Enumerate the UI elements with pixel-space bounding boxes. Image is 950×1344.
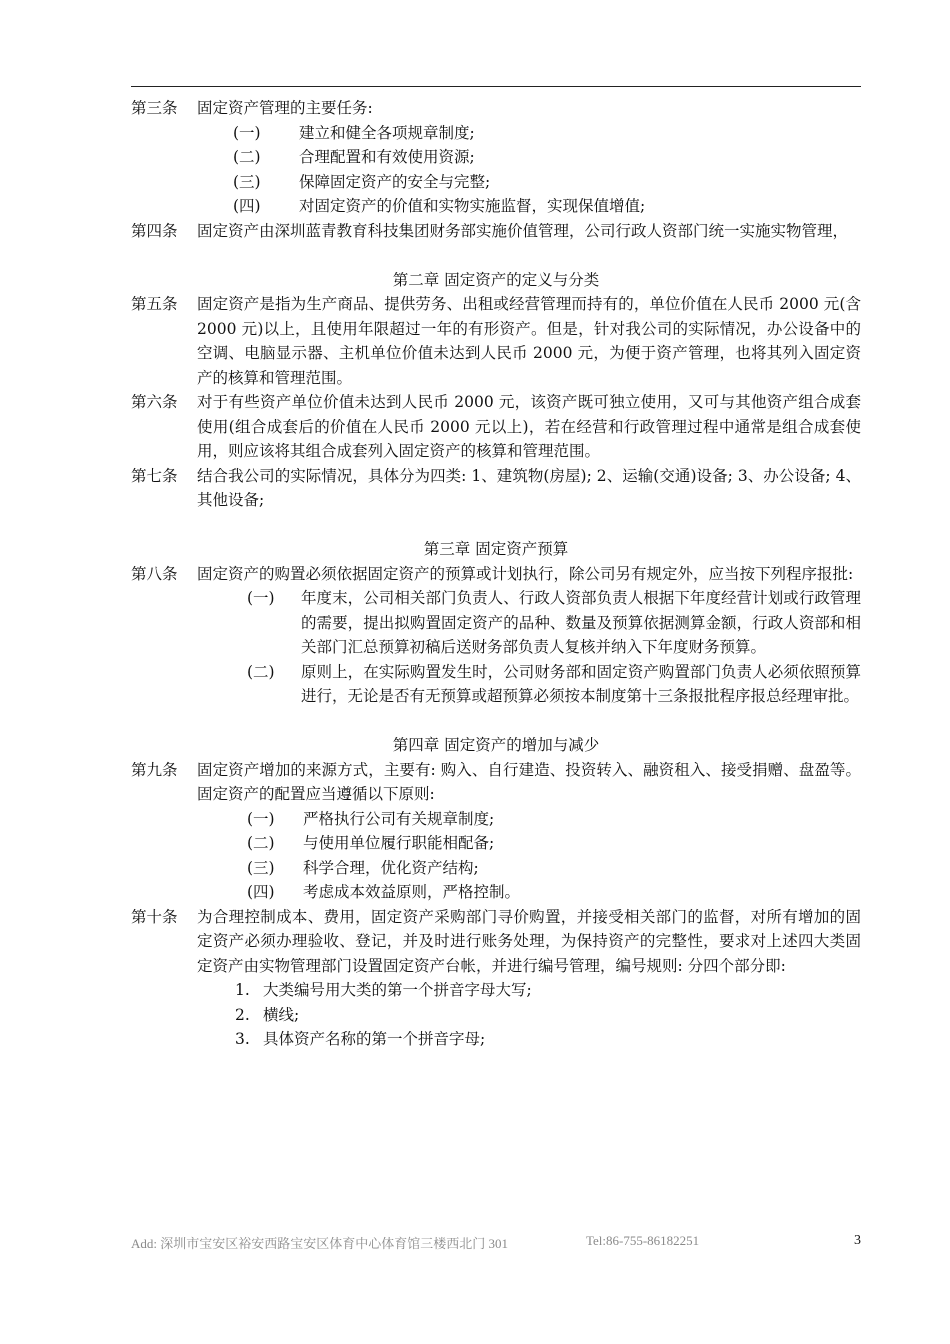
article-label: 第四条 xyxy=(131,221,178,240)
article-9-items xyxy=(131,807,861,905)
list-item xyxy=(247,660,861,709)
item-text: 大类编号用大类的第一个拼音字母大写; xyxy=(263,981,532,999)
article-6 xyxy=(131,390,861,464)
article-label: 第五条 xyxy=(131,295,178,313)
article-8-items xyxy=(131,586,861,709)
article-text: 固定资产增加的来源方式，主要有: 购入、自行建造、投资转入、融资租入、接受捐赠、盘盈等。固定资产的配置应当遵循以下原则: xyxy=(197,760,861,803)
item-text: 原则上，在实际购置发生时，公司财务部和固定资产购置部门负责人必须依照预算进行，无论是否有无预算或超预算必须按本制度第十三条报批程序报总经理审批。 xyxy=(301,662,861,705)
list-item xyxy=(235,1027,861,1052)
item-label: 1. xyxy=(235,981,250,999)
article-4 xyxy=(131,219,861,244)
document-body xyxy=(131,96,861,1052)
item-text: 横线; xyxy=(263,1005,300,1024)
list-item xyxy=(233,121,861,146)
list-item xyxy=(235,978,861,1003)
list-item xyxy=(233,145,861,170)
list-item xyxy=(247,880,861,905)
item-text: 对固定资产的价值和实物实施监督，实现保值增值; xyxy=(299,197,646,215)
article-label: 第十条 xyxy=(131,907,178,926)
chapter-2-title: 第二章 固定资产的定义与分类 xyxy=(392,270,600,289)
article-text: 固定资产的购置必须依据固定资产的预算或计划执行，除公司另有规定外，应当按下列程序报批: xyxy=(197,564,854,583)
article-text: 结合我公司的实际情况，具体分为四类: 1、建筑物(房屋); 2、运输(交通)设备; 3、办公设备; 4、其他设备; xyxy=(197,466,861,509)
chapter-4-title: 第四章 固定资产的增加与减少 xyxy=(392,736,600,754)
article-label: 第七条 xyxy=(131,466,178,485)
item-text: 保障固定资产的安全与完整; xyxy=(299,172,491,191)
item-text: 严格执行公司有关规章制度; xyxy=(303,809,495,828)
item-text: 合理配置和有效使用资源; xyxy=(299,148,475,166)
article-label: 第三条 xyxy=(131,99,178,117)
article-10-items xyxy=(131,978,861,1052)
item-label: (二) xyxy=(247,834,275,852)
article-label: 第六条 xyxy=(131,393,178,411)
item-label: (二) xyxy=(233,148,261,166)
footer-address: Add: 深圳市宝安区裕安西路宝安区体育中心体育馆三楼西北门 301 xyxy=(131,1236,509,1251)
page-number: 3 xyxy=(854,1233,861,1248)
item-text: 考虑成本效益原则，严格控制。 xyxy=(303,883,521,901)
chapter-3-title: 第三章 固定资产预算 xyxy=(423,540,569,558)
article-text: 固定资产管理的主要任务: xyxy=(197,99,373,117)
item-label: (四) xyxy=(233,197,261,215)
article-text: 对于有些资产单位价值未达到人民币 2000 元，该资产既可独立使用，又可与其他资产组合成套使用(组合成套后的价值在人民币 2000 元以上)，若在经营和行政管理过程中通常是组合成套使用，则应该将其组合成套列入固定资产的核算和管理范围。 xyxy=(197,393,861,460)
item-label: 2. xyxy=(235,1005,250,1024)
header-rule xyxy=(131,86,861,87)
item-text: 建立和健全各项规章制度; xyxy=(299,123,475,142)
item-label: 3. xyxy=(235,1030,250,1048)
item-label: (一) xyxy=(233,123,261,142)
list-item xyxy=(233,170,861,195)
item-label: (一) xyxy=(247,809,275,828)
article-text: 为合理控制成本、费用，固定资产采购部门寻价购置，并接受相关部门的监督，对所有增加的固定资产必须办理验收、登记，并及时进行账务处理，为保持资产的完整性，要求对上述四大类固定资产由实物管理部门设置固定资产台帐，并进行编号管理，编号规则: 分四个部分即: xyxy=(197,907,861,975)
item-label: (三) xyxy=(247,858,275,877)
footer-telephone: Tel:86-755-86182251 xyxy=(586,1233,700,1248)
list-item xyxy=(247,831,861,856)
item-label: (一) xyxy=(247,589,275,607)
item-text: 与使用单位履行职能相配备; xyxy=(303,834,495,852)
article-5 xyxy=(131,292,861,390)
item-label: (三) xyxy=(233,172,261,191)
list-item xyxy=(233,194,861,219)
article-10 xyxy=(131,905,861,979)
list-item xyxy=(235,1003,861,1028)
article-text: 固定资产由深圳蓝青教育科技集团财务部实施价值管理，公司行政人资部门统一实施实物管理， xyxy=(197,221,849,240)
article-9 xyxy=(131,758,861,807)
article-3 xyxy=(131,96,861,121)
item-text: 科学合理，优化资产结构; xyxy=(303,858,479,877)
list-item xyxy=(247,807,861,832)
article-text: 固定资产是指为生产商品、提供劳务、出租或经营管理而持有的，单位价值在人民币 2000 元(含 2000 元)以上，且使用年限超过一年的有形资产。但是，针对我公司的实际情况，办公设备中的空调、电脑显示器、主机单位价值未达到人民币 2000 元，为便于资产管理，也将其列入固定资产的核算和管理范围。 xyxy=(197,295,861,387)
item-text: 年度末，公司相关部门负责人、行政人资部负责人根据下年度经营计划或行政管理的需要，提出拟购置固定资产的品种、数量及预算依据测算金额，行政人资部和相关部门汇总预算初稿后送财务部负责人复核并纳入下年度财务预算。 xyxy=(301,589,861,656)
item-text: 具体资产名称的第一个拼音字母; xyxy=(263,1030,486,1048)
article-7 xyxy=(131,464,861,513)
list-item xyxy=(247,856,861,881)
article-label: 第九条 xyxy=(131,760,178,779)
article-8 xyxy=(131,562,861,587)
item-label: (四) xyxy=(247,883,275,901)
item-label: (二) xyxy=(247,662,275,681)
article-label: 第八条 xyxy=(131,564,178,583)
article-3-items xyxy=(131,121,861,219)
list-item xyxy=(247,586,861,660)
